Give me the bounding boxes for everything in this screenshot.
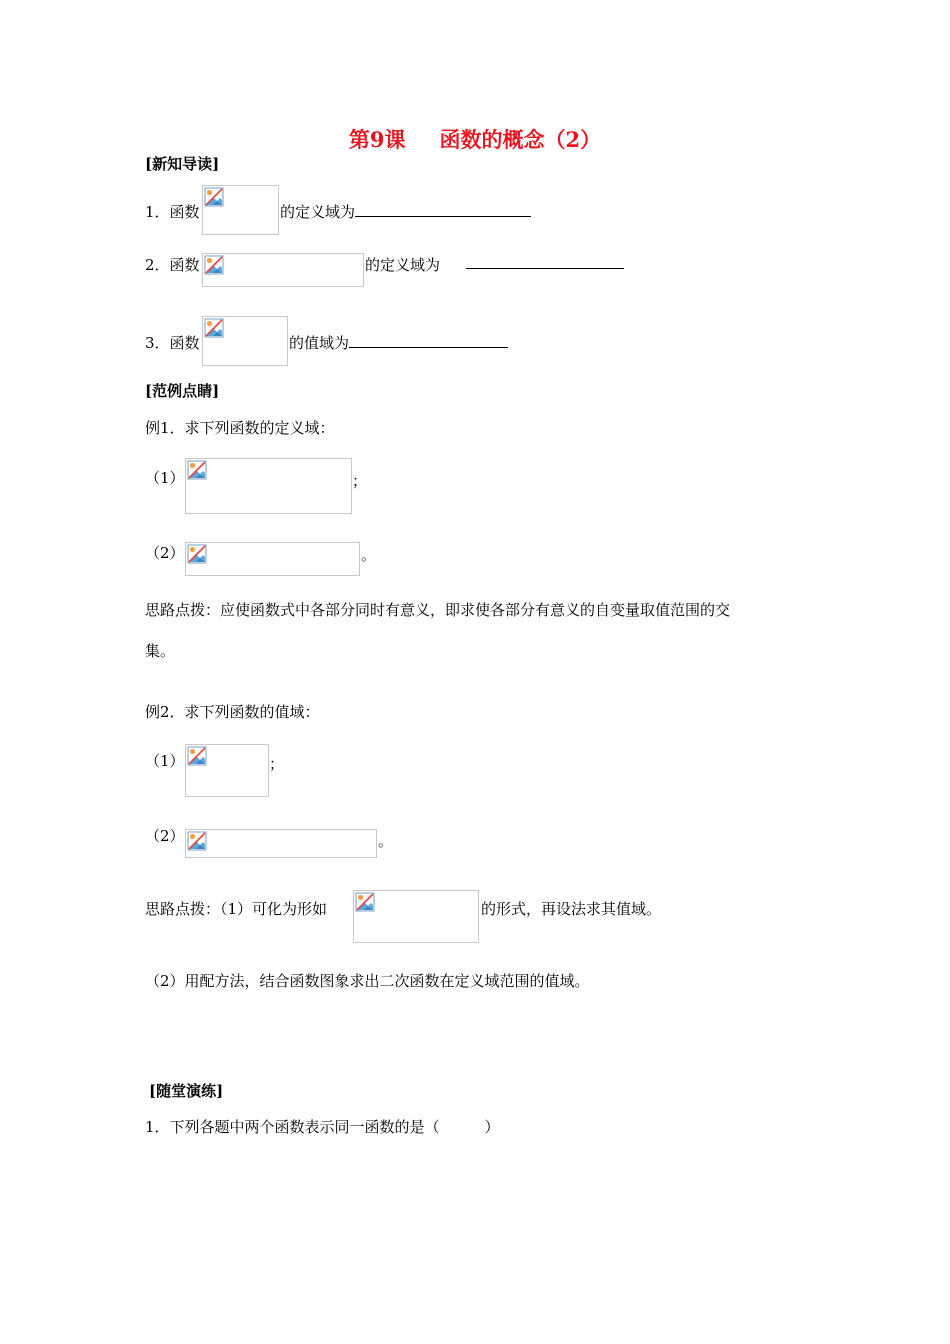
lesson-number: 第9课 — [348, 127, 406, 152]
practice-q1: 1．下列各题中两个函数表示同一函数的是（ ） — [145, 1118, 500, 1136]
example2-item2-end: 。 — [378, 832, 394, 850]
example2-item1-label: （1） — [145, 752, 185, 770]
broken-image-icon — [187, 544, 207, 564]
example1-item2-end: 。 — [361, 546, 377, 564]
q3-prefix: 3．函数 — [145, 334, 200, 352]
formula-image — [353, 890, 479, 943]
example2-item1-end: ； — [269, 755, 285, 773]
example1-hint-line1: 思路点拨：应使函数式中各部分同时有意义，即求使各部分有意义的自变量取值范围的交 — [145, 601, 731, 619]
formula-image — [185, 744, 269, 797]
example1-item1-end: ； — [352, 472, 368, 490]
broken-image-icon — [187, 460, 207, 480]
example2-stem: 例2．求下列函数的值域： — [145, 703, 320, 721]
example1-item2-label: （2） — [145, 544, 185, 562]
formula-image — [185, 829, 377, 858]
q2-prefix: 2．函数 — [145, 256, 200, 274]
q2-suffix: 的定义域为 — [365, 256, 441, 274]
page-title — [0, 124, 950, 154]
formula-image — [202, 316, 288, 366]
example2-hint2: （2）用配方法，结合函数图象求出二次函数在定义域范围的值域。 — [145, 972, 590, 990]
example1-item1-label: （1） — [145, 469, 185, 487]
section-heading-examples: [范例点睛] — [145, 382, 220, 400]
broken-image-icon — [204, 187, 224, 207]
answer-blank — [355, 202, 531, 217]
section-heading-practice: [随堂演练] — [149, 1082, 224, 1100]
broken-image-icon — [204, 255, 224, 275]
example2-hint1-prefix: 思路点拨：（1）可化为形如 — [145, 900, 328, 918]
q3-suffix-row — [289, 332, 508, 353]
section-heading-new-knowledge: [新知导读] — [145, 155, 220, 173]
formula-image — [202, 253, 364, 287]
broken-image-icon — [187, 831, 207, 851]
answer-blank — [466, 254, 624, 269]
formula-image — [185, 458, 352, 514]
example1-stem: 例1．求下列函数的定义域： — [145, 419, 335, 437]
q3-suffix: 的值域为 — [289, 334, 350, 352]
q1-suffix: 的定义域为 — [280, 203, 356, 221]
lesson-topic: 函数的概念（2） — [439, 127, 602, 152]
formula-image — [185, 542, 360, 576]
q1-suffix-row — [280, 201, 531, 222]
example1-hint-line2: 集。 — [145, 642, 176, 660]
formula-image — [202, 185, 279, 235]
broken-image-icon — [204, 318, 224, 338]
example2-hint1-suffix: 的形式，再设法求其值域。 — [481, 900, 662, 918]
broken-image-icon — [187, 746, 207, 766]
answer-blank — [349, 333, 508, 348]
broken-image-icon — [355, 892, 375, 912]
q2-answer-row — [466, 254, 624, 273]
example2-item2-label: （2） — [145, 827, 185, 845]
q1-prefix: 1．函数 — [145, 203, 200, 221]
